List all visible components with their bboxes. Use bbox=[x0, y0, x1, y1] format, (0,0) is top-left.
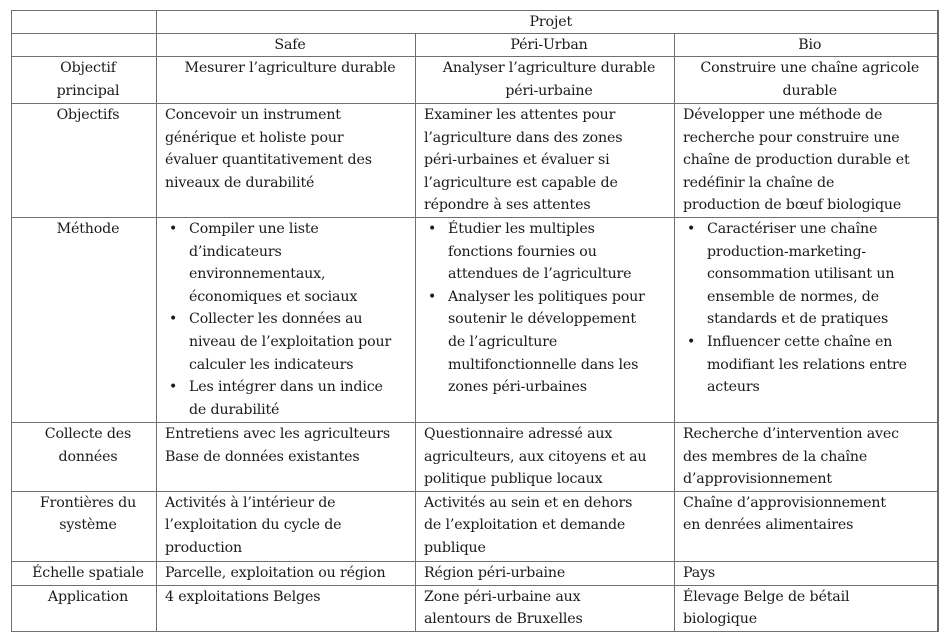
empty-corner-cell bbox=[12, 11, 157, 34]
cell-safe: Entretiens avec les agriculteurs Base de données existantes bbox=[157, 423, 416, 492]
cell-bio: Pays bbox=[675, 561, 938, 585]
row-methode bbox=[12, 218, 938, 423]
cell-safe: Parcelle, exploitation ou région bbox=[157, 561, 416, 585]
cell-peri-urban: Activités au sein et en dehors de l’exploitation et demande publique bbox=[416, 491, 675, 561]
row-label: Objectifs bbox=[12, 104, 157, 218]
header-safe: Safe bbox=[157, 34, 416, 57]
row-label: Application bbox=[12, 585, 157, 631]
cell-peri-urban: Examiner les attentes pour l’agriculture dans des zones péri-urbaines et évaluer si l’agriculture est capable de répondre à ses attentes bbox=[416, 104, 675, 218]
header-row-project bbox=[12, 11, 938, 34]
cell-safe: 4 exploitations Belges bbox=[157, 585, 416, 631]
bullet-item: • Les intégrer dans un indice de durabilité bbox=[189, 376, 415, 421]
cell-peri-urban: Questionnaire adressé aux agriculteurs, aux citoyens et au politique publique locaux bbox=[416, 423, 675, 492]
row-objectifs bbox=[12, 104, 938, 218]
row-label: Frontières du système bbox=[12, 491, 157, 561]
row-objectif-principal bbox=[12, 57, 938, 104]
cell-peri-urban bbox=[416, 218, 675, 423]
project-group-header: Projet bbox=[157, 11, 938, 34]
cell-bio: Élevage Belge de bétail biologique bbox=[675, 585, 938, 631]
row-echelle-spatiale bbox=[12, 561, 938, 585]
cell-bio: Construire une chaîne agricole durable bbox=[675, 57, 938, 104]
bullet-item: • Analyser les politiques pour soutenir le développement de l’agriculture multifonctionnelle dans les zones péri-urbaines bbox=[448, 286, 674, 399]
bullet-list bbox=[683, 218, 937, 399]
header-bio: Bio bbox=[675, 34, 938, 57]
bullet-item: • Étudier les multiples fonctions fournies ou attendues de l’agriculture bbox=[448, 218, 674, 286]
row-application bbox=[12, 585, 938, 631]
cell-peri-urban: Analyser l’agriculture durable péri-urbaine bbox=[416, 57, 675, 104]
bullet-item: • Compiler une liste d’indicateurs environnementaux, économiques et sociaux bbox=[189, 218, 415, 308]
row-label: Méthode bbox=[12, 218, 157, 423]
cell-peri-urban: Région péri-urbaine bbox=[416, 561, 675, 585]
bullet-item: • Caractériser une chaîne production-marketing- consommation utilisant un ensemble de normes, de standards et de pratiques bbox=[707, 218, 937, 331]
cell-bio bbox=[675, 218, 938, 423]
empty-corner-cell bbox=[12, 34, 157, 57]
bullet-item: • Collecter les données au niveau de l’exploitation pour calculer les indicateurs bbox=[189, 308, 415, 376]
row-label: Échelle spatiale bbox=[12, 561, 157, 585]
cell-safe: Mesurer l’agriculture durable bbox=[157, 57, 416, 104]
header-row-project-names bbox=[12, 34, 938, 57]
cell-bio: Chaîne d’approvisionnement en denrées alimentaires bbox=[675, 491, 938, 561]
cell-bio: Recherche d’intervention avec des membres de la chaîne d’approvisionnement bbox=[675, 423, 938, 492]
cell-safe: Activités à l’intérieur de l’exploitation du cycle de production bbox=[157, 491, 416, 561]
row-label: Collecte des données bbox=[12, 423, 157, 492]
row-label: Objectif principal bbox=[12, 57, 157, 104]
project-comparison-table bbox=[11, 10, 939, 632]
bullet-list bbox=[165, 218, 415, 421]
cell-bio: Développer une méthode de recherche pour construire une chaîne de production durable et redéfinir la chaîne de production de bœuf biologique bbox=[675, 104, 938, 218]
cell-safe bbox=[157, 218, 416, 423]
header-peri-urban: Péri-Urban bbox=[416, 34, 675, 57]
cell-safe: Concevoir un instrument générique et holiste pour évaluer quantitativement des niveaux de durabilité bbox=[157, 104, 416, 218]
bullet-list bbox=[424, 218, 674, 399]
row-frontieres-du-systeme bbox=[12, 491, 938, 561]
bullet-item: • Influencer cette chaîne en modifiant les relations entre acteurs bbox=[707, 331, 937, 399]
cell-peri-urban: Zone péri-urbaine aux alentours de Bruxelles bbox=[416, 585, 675, 631]
row-collecte-des-donnees bbox=[12, 423, 938, 492]
